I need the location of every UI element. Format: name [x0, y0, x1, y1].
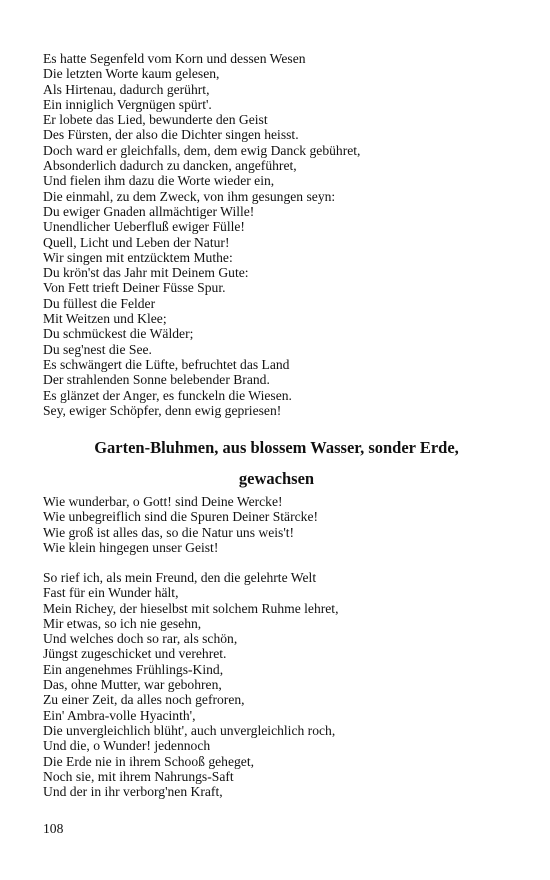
verse-line: Du seg'nest die See. [43, 341, 152, 357]
verse-line: Du füllest die Felder [43, 295, 156, 311]
verse-line: Du krön'st das Jahr mit Deinem Gute: [43, 265, 249, 281]
verse-line: Des Fürsten, der also die Dichter singen heisst. [43, 127, 299, 143]
verse-line: Die letzten Worte kaum gelesen, [43, 66, 220, 82]
verse-line: Wie groß ist alles das, so die Natur uns weis't! [43, 524, 295, 540]
verse-line: Doch ward er gleichfalls, dem, dem ewig Danck gebühret, [43, 142, 361, 158]
verse-line: Es hatte Segenfeld vom Korn und dessen Wesen [43, 51, 306, 66]
verse-line: Absonderlich dadurch zu dancken, angeführet, [43, 158, 297, 174]
verse-line: Und fielen ihm dazu die Worte wieder ein, [43, 173, 275, 189]
verse-line: Wie wunderbar, o Gott! sind Deine Wercke! [43, 494, 283, 509]
verse-line: Du schmückest die Wälder; [43, 326, 194, 342]
verse-line: So rief ich, als mein Freund, den die gelehrte Welt [43, 570, 317, 585]
verse-line: Und welches doch so rar, als schön, [43, 631, 238, 647]
verse-line: Die Erde nie in ihrem Schooß geheget, [43, 753, 255, 769]
verse-line: Mit Weitzen und Klee; [43, 311, 167, 327]
stanza-two [43, 570, 513, 799]
verse-line: Wie klein hingegen unser Geist! [43, 539, 219, 555]
verse-line: Das, ohne Mutter, war gebohren, [43, 677, 222, 693]
verse-line: Ein angenehmes Frühlings-Kind, [43, 661, 224, 677]
verse-line: Von Fett trieft Deiner Füsse Spur. [43, 280, 226, 296]
verse-line: Ein inniglich Vergnügen spürt'. [43, 96, 212, 112]
section-title-line-2: gewachsen [238, 469, 315, 488]
verse-line: Ein' Ambra-volle Hyacinth', [43, 707, 196, 723]
verse-line: Zu einer Zeit, da alles noch gefroren, [43, 692, 245, 708]
verse-line: Unendlicher Ueberfluß ewiger Fülle! [43, 219, 245, 235]
verse-line: Und die, o Wunder! jedennoch [43, 738, 211, 754]
verse-line: Mir etwas, so ich nie gesehn, [43, 615, 202, 631]
verse-line: Die unvergleichlich blüht', auch unvergleichlich roch, [43, 722, 336, 738]
verse-line: Fast für ein Wunder hält, [43, 585, 179, 601]
verse-line: Er lobete das Lied, bewunderte den Geist [43, 112, 268, 128]
section-title-line-1: Garten-Bluhmen, aus blossem Wasser, sonder Erde, [94, 438, 459, 457]
verse-line: Jüngst zugeschicket und verehret. [43, 646, 227, 662]
verse-line: Und der in ihr verborg'nen Kraft, [43, 784, 223, 800]
verse-line: Mein Richey, der hieselbst mit solchem Ruhme lehret, [43, 600, 339, 616]
verse-line: Wie unbegreiflich sind die Spuren Deiner Stärcke! [43, 509, 319, 525]
verse-line: Der strahlenden Sonne belebender Brand. [43, 372, 270, 388]
verse-line: Es schwängert die Lüfte, befruchtet das Land [43, 356, 290, 372]
page-number: 108 [43, 821, 64, 836]
verse-line: Wir singen mit entzücktem Muthe: [43, 249, 233, 265]
verse-line: Es glänzet der Anger, es funckeln die Wiesen. [43, 387, 292, 403]
verse-line: Die einmahl, zu dem Zweck, von ihm gesungen seyn: [43, 188, 336, 204]
verse-line: Du ewiger Gnaden allmächtiger Wille! [43, 203, 255, 219]
verse-line: Noch sie, mit ihrem Nahrungs-Saft [43, 768, 234, 784]
poem-continuation [43, 51, 513, 418]
verse-line: Sey, ewiger Schöpfer, denn ewig gepriesen! [43, 402, 282, 418]
verse-line: Quell, Licht und Leben der Natur! [43, 234, 230, 250]
stanza-one [43, 494, 513, 555]
verse-line: Als Hirtenau, dadurch gerührt, [43, 81, 210, 97]
